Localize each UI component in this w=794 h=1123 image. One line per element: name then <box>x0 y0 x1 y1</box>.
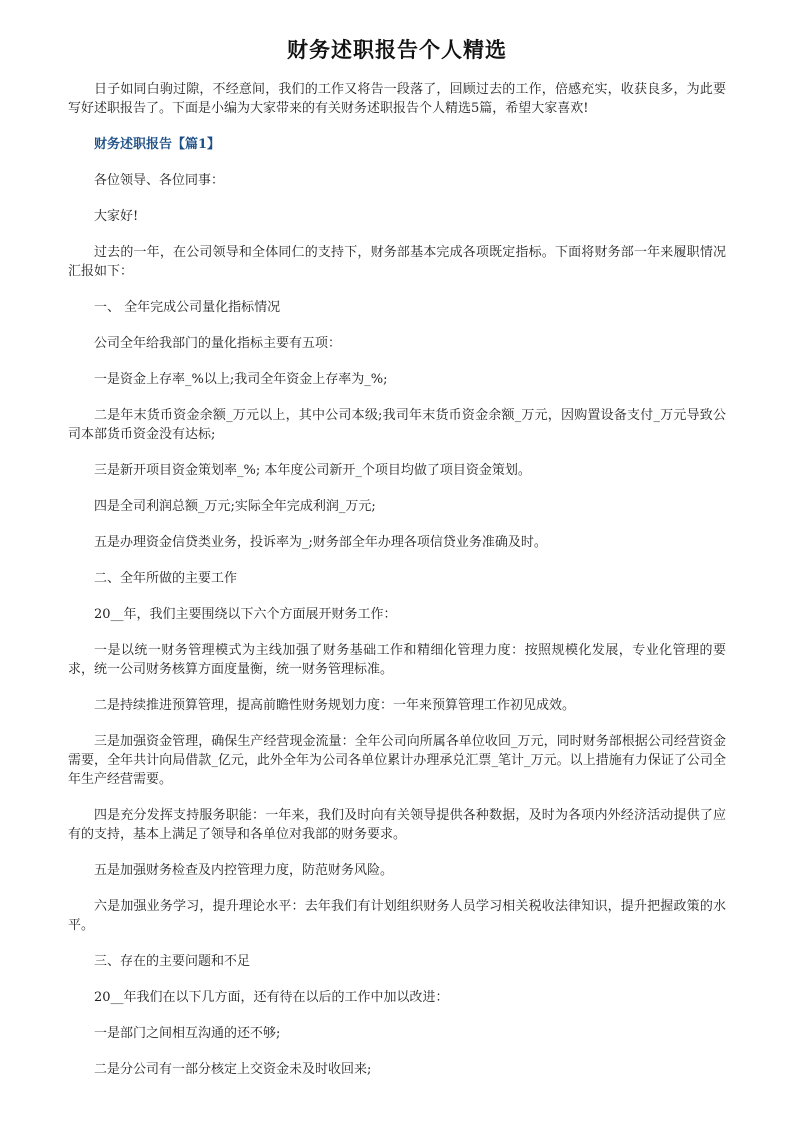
paragraph: 三是新开项目资金策划率_%; 本年度公司新开_个项目均做了项目资金策划。 <box>94 463 531 478</box>
document-body <box>68 80 726 1096</box>
paragraph: 二是年末货币资金余额_万元以上，其中公司本级;我司年末货币资金余额_万元，因购置设备支付_万元导致公司本部货币资金没有达标; <box>68 408 726 442</box>
paragraph: 一是以统一财务管理模式为主线加强了财务基础工作和精细化管理力度：按照规模化发展，专业化管理的要求，统一公司财务核算方面度量衡，统一财务管理标准。 <box>68 643 726 677</box>
paragraph: 20__年我们在以下几方面，还有待在以后的工作中加以改进： <box>94 990 449 1005</box>
paragraph: 六是加强业务学习，提升理论水平：去年我们有计划组织财务人员学习相关税收法律知识，提升把握政策的水平。 <box>68 899 726 933</box>
paragraph: 公司全年给我部门的量化指标主要有五项： <box>94 336 342 351</box>
paragraph: 二是持续推进预算管理，提高前瞻性财务规划力度：一年来预算管理工作初见成效。 <box>94 698 576 713</box>
page-title: 财务述职报告个人精选 <box>287 38 507 62</box>
intro-paragraph: 日子如同白驹过隙，不经意间，我们的工作又将告一段落了，回顾过去的工作，倍感充实，收获良多，为此要写好述职报告了。下面是小编为大家带来的有关财务述职报告个人精选5篇，希望大家喜欢! <box>68 82 726 116</box>
paragraph: 四是充分发挥支持服务职能：一年来，我们及时向有关领导提供各种数据，及时为各项内外经济活动提供了应有的支持，基本上满足了领导和各单位对我部的财务要求。 <box>68 808 726 842</box>
paragraph: 一是资金上存率_%以上;我司全年资金上存率为_%; <box>94 372 388 387</box>
paragraph: 二是分公司有一部分核定上交资金未及时收回来; <box>94 1062 372 1077</box>
paragraph: 三是加强资金管理，确保生产经营现金流量：全年公司向所属各单位收回_万元，同时财务部根据公司经营资金需要，全年共计向局借款_亿元，此外全年为公司各单位累计办理承兑汇票_笔计_万元。以上措施有力保证了公司全年生产经营需要。 <box>68 734 726 787</box>
paragraph: 一是部门之间相互沟通的还不够; <box>94 1026 281 1041</box>
paragraph: 20__年，我们主要围绕以下六个方面展开财务工作： <box>94 607 397 622</box>
paragraph: 四是全司利润总额_万元;实际全年完成利润_万元; <box>94 499 376 514</box>
paragraph: 过去的一年，在公司领导和全体同仁的支持下，财务部基本完成各项既定指标。下面将财务部一年来履职情况汇报如下： <box>68 245 726 279</box>
paragraph: 五是加强财务检查及内控管理力度，防范财务风险。 <box>94 863 394 878</box>
section-heading: 财务述职报告【篇1】 <box>94 137 221 152</box>
paragraph: 各位领导、各位同事： <box>94 173 225 188</box>
paragraph: 二、全年所做的主要工作 <box>94 571 238 586</box>
paragraph: 大家好! <box>94 209 139 224</box>
paragraph: 五是办理资金信贷类业务，投诉率为_;财务部全年办理各项信贷业务准确及时。 <box>94 535 547 550</box>
paragraph: 三、存在的主要问题和不足 <box>94 954 251 969</box>
paragraph: 一、 全年完成公司量化指标情况 <box>94 300 281 315</box>
